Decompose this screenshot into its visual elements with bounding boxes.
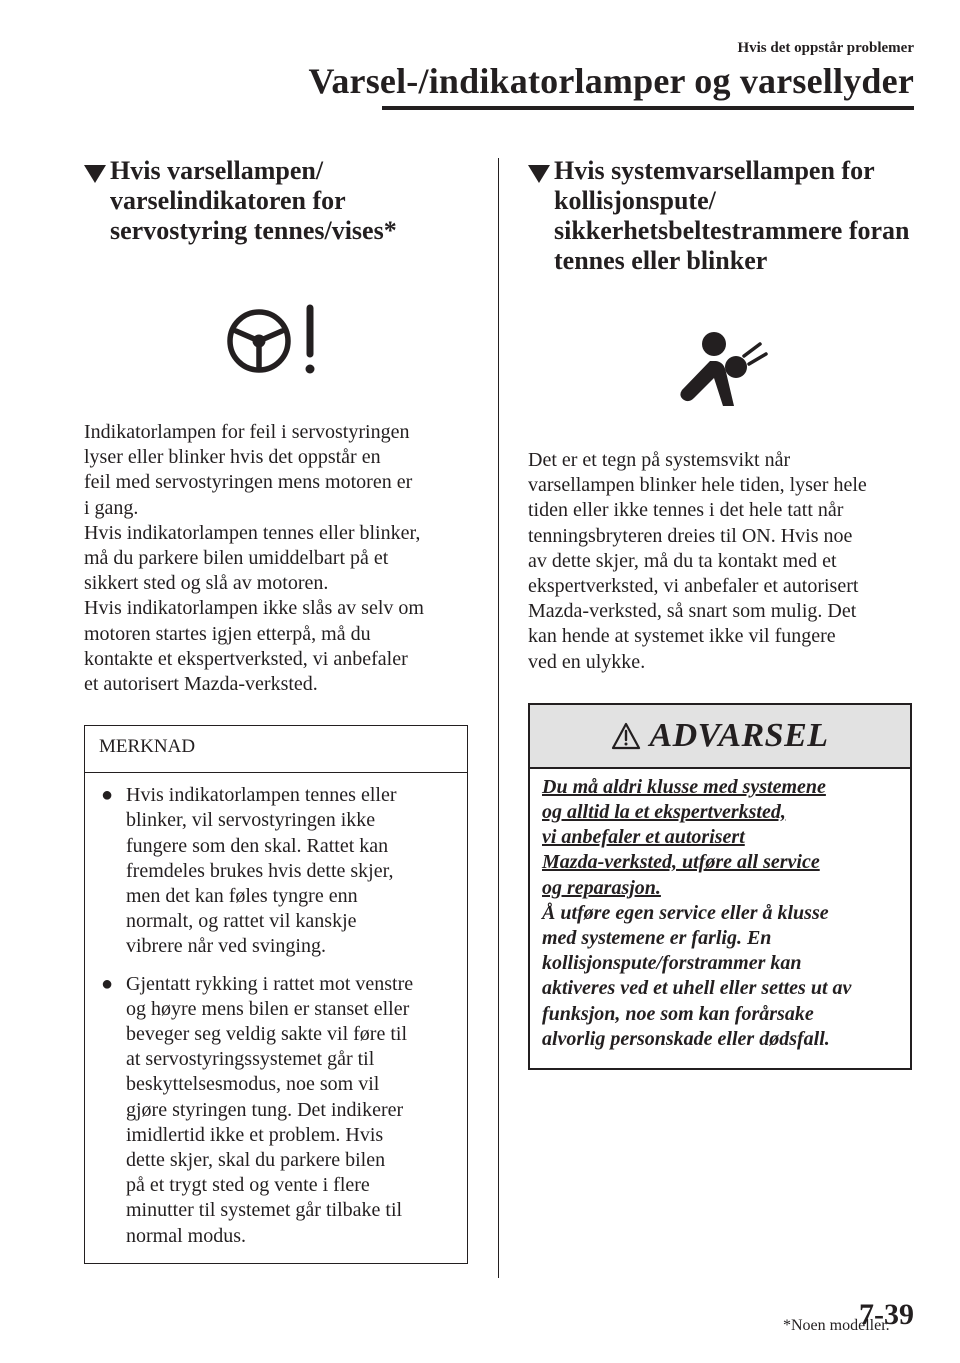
bullet: ● — [101, 972, 114, 995]
warning-header — [530, 705, 910, 769]
header-rule — [382, 106, 914, 110]
heading-line: servostyring tennes/vises* — [110, 216, 397, 245]
warning-title: ADVARSEL — [649, 716, 829, 754]
warning-text: Du må aldri klusse med systemene og alltid la et ekspertverksted, vi anbefaler et autorisert Mazda-verksted, utføre all service og reparasjon. Å utføre egen service eller å klusse med systemene er farlig. En kollisjonspute/forstrammer kan aktiveres ved et uhell eller settes ut av funksjon, noe som kan forårsake alvorlig personskade eller dødsfall. — [542, 775, 852, 1050]
bullet: ● — [101, 784, 114, 807]
heading-line: tennes eller blinker — [554, 246, 768, 275]
power-steering-description — [84, 420, 468, 697]
airbag-warning-icon — [670, 328, 770, 410]
note-title: MERKNAD — [85, 726, 467, 773]
triangle-marker-icon — [528, 162, 550, 184]
page-number: 7-39 — [859, 1298, 914, 1331]
list-item: ● Gjentatt rykking i rattet mot venstre og høyre mens bilen er stanset eller beveger seg veldig sakte vil føre til at servostyringssystemet går til beskyttelsesmodus, noe som vil gjøre styringen tung. Det indikerer imidlertid ikke et problem. Hvis dette skjer, skal du parkere bilen på et trygt sted og vente i flere minutter til systemet går tilbake til normal modus. — [101, 972, 414, 1247]
airbag-heading — [528, 156, 912, 276]
paragraph: Hvis indikatorlampen ikke slås av selv om motoren startes igjen etterpå, må du kontakte et ekspertverksted, vi anbefaler et autorisert Mazda-verksted. — [84, 597, 424, 696]
heading-line: Hvis varsellampen/ — [110, 156, 324, 185]
page-title: Varsel-/indikatorlamper og varsellyder — [308, 61, 914, 101]
heading-line: kollisjonspute/ — [554, 186, 716, 215]
triangle-marker-icon — [84, 162, 106, 184]
left-column — [84, 156, 468, 1264]
paragraph: Indikatorlampen for feil i servostyringen lyser eller blinker hvis det oppstår en feil med servostyringen mens motoren er i gang. — [84, 421, 413, 519]
heading-line: varselindikatoren for — [110, 186, 346, 215]
footnote: *Noen modeller. — [783, 1317, 890, 1334]
column-divider — [498, 158, 499, 1278]
heading-line: Hvis systemvarsellampen for — [554, 156, 875, 185]
paragraph: Hvis indikatorlampen tennes eller blinker, må du parkere bilen umiddelbart på et sikkert sted og slå av motoren. — [84, 521, 421, 595]
list-item: ● Hvis indikatorlampen tennes eller blinker, vil servostyringen ikke fungere som den skal. Rattet kan fremdeles brukes hvis dette skjer, men det kan føles tyngre enn normalt, og rattet vil kanskje vibrere når ved svinging. — [101, 784, 397, 958]
section-label: Hvis det oppstår problemer — [737, 40, 914, 56]
heading-line: sikkerhetsbeltestrammere foran — [554, 216, 910, 245]
power-steering-heading — [84, 156, 468, 246]
note-box — [84, 725, 468, 1264]
note-list — [85, 773, 467, 1263]
right-column — [528, 156, 912, 1070]
warning-triangle-icon — [611, 722, 641, 750]
power-steering-warning-icon — [226, 304, 326, 376]
warning-box — [528, 703, 912, 1070]
airbag-description: Det er et tegn på systemsvikt når varsellampen blinker hele tiden, lyser hele tiden eller ikke tennes i det hele tatt når tenningsbryteren dreies til ON. Hvis noe av dette skjer, må du ta kontakt med et ekspertverksted, vi anbefaler et autorisert Mazda-verksted, så snart som mulig. Det kan hende at systemet ikke vil fungere ved en ulykke. — [528, 449, 867, 673]
